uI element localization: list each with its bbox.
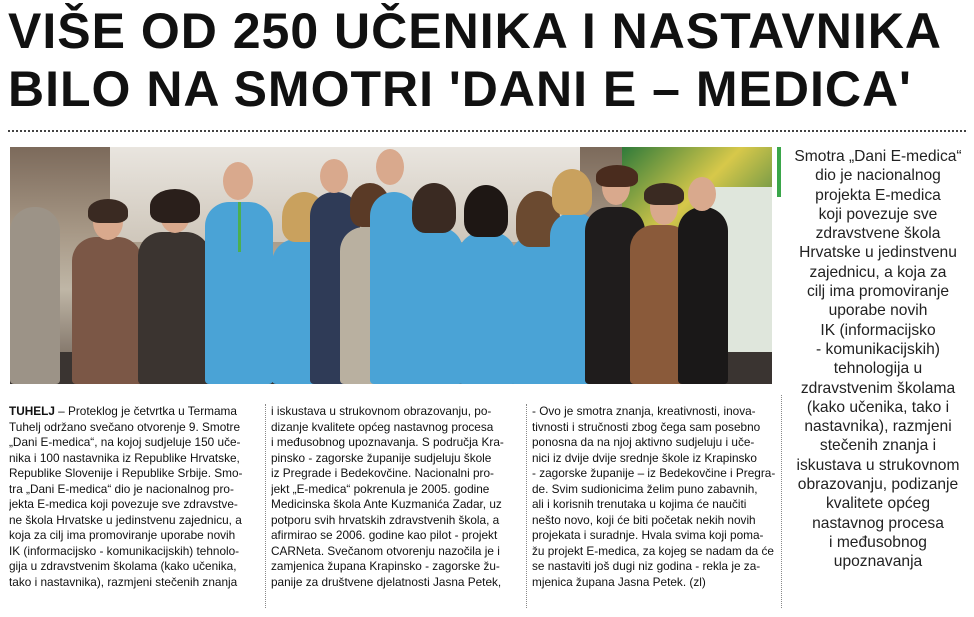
article-column-3	[532, 404, 784, 590]
pull-quote	[787, 147, 969, 612]
article-line: ponosna da na njoj aktivno sudjeluju i uče-	[532, 435, 755, 449]
article-column-1	[9, 404, 261, 590]
pull-quote-line: - komunikacijskih)	[816, 340, 940, 358]
pull-quote-line: zajednicu, a koja za	[809, 263, 947, 281]
pull-quote-line: IK (informacijsko	[820, 321, 936, 339]
article-line: i iskustava u strukovnom obrazovanju, po-	[271, 404, 492, 418]
photo-person	[10, 207, 60, 384]
pull-quote-line: iskustava u strukovnom	[796, 456, 960, 474]
sidebar-accent-bar	[777, 147, 781, 197]
photo-person-hair	[596, 165, 638, 187]
pull-quote-line: uporabe novih	[828, 302, 928, 320]
article-line: CARNeta. Svečanom otvorenju nazočila je i	[271, 543, 500, 558]
photo-person	[138, 232, 210, 384]
pull-quote-line: nastavnog procesa	[812, 514, 944, 532]
article-line: koja za cilj ima promoviranje uporabe novih	[9, 528, 236, 542]
photo-person-head	[320, 159, 348, 193]
photo-person-hair	[150, 189, 200, 223]
article-line: tra „Dani E-medica“ dio je nacionalnog pro-	[9, 481, 234, 496]
photo-person-head	[688, 177, 716, 211]
article-column-2	[271, 404, 523, 590]
article-line: gija u zdravstvenim školama (kako učenika,	[9, 559, 237, 573]
article-line: dizanje kvalitete općeg nastavnog procesa	[271, 419, 494, 434]
photo-person-hair	[552, 169, 592, 215]
article-line: IK (informacijsko - komunikacijskih) tehnolo-	[9, 543, 240, 558]
headline-divider	[8, 130, 966, 132]
pull-quote-line: cilj ima promoviranje	[806, 283, 950, 301]
photo-person-head	[223, 162, 253, 200]
pull-quote-line: zdravstvenim školama	[800, 379, 956, 397]
article-line: iz Pregrade i Bedekovčine. Nacionalni pro-	[271, 466, 494, 480]
article-line: Republike Slovenije i Republike Srbije. Smo-	[9, 466, 243, 480]
article-line: jekta E-medica koji povezuje sve zdravstve-	[9, 497, 238, 511]
article-line: potporu svih hrvatskih zdravstvenih škola, a	[271, 512, 500, 527]
photo-person	[72, 237, 142, 384]
pull-quote-line: stečenih znanja i	[819, 437, 937, 455]
article-line: se nastaviti još dugi niz godina - rekla je za-	[532, 559, 761, 573]
pull-quote-line: zdravstvene škola	[815, 225, 941, 243]
article-line: „Dani E-medica“, na kojoj sudjeluje 150 uče-	[9, 435, 241, 449]
article-line: tako i nastavnika), razmjeni stečenih znanja	[9, 574, 238, 589]
article-line: nici iz dvije dvije srednje škole iz Krapinsko	[532, 450, 757, 465]
pull-quote-line: Hrvatske u jedinstvenu	[799, 244, 957, 262]
article-line-text: – Proteklog je četvrtka u Termama	[54, 404, 237, 418]
pull-quote-line: kvalitete općeg	[825, 495, 931, 513]
article-line: ali i korisnih trenutaka u kojima će naučiti	[532, 497, 747, 511]
article-line	[9, 404, 261, 420]
pull-quote-line: dio je nacionalnog	[815, 167, 941, 185]
article-line: i međusobnog upoznavanja. S područja Kra-	[271, 435, 504, 449]
column-divider	[781, 395, 782, 608]
headline-line-1: VIŠE OD 250 UČENIKA I NASTAVNIKA	[8, 3, 943, 59]
column-divider	[526, 404, 527, 608]
pull-quote-line: obrazovanju, podizanje	[797, 476, 959, 494]
photo-person	[405, 227, 463, 384]
article-line: ne škola Hrvatske u jedinstvenu zajednicu, a	[9, 512, 242, 527]
article-line: afirmirao se 2006. godine kao pilot - projekt	[271, 528, 498, 542]
photo-lanyard	[238, 202, 241, 252]
article-line: Tuhelj održano svečano otvorenje 9. Smotre	[9, 419, 241, 434]
article-line: jekt „E-medica“ pokrenula je 2005. godine	[271, 481, 490, 496]
article-line: mjenica župana Jasna Petek. (zl)	[532, 574, 706, 589]
photo-person-hair	[464, 185, 508, 237]
article-line: pinsko - zagorske županije sudjeluju škole	[271, 450, 492, 465]
photo-person-head	[376, 149, 404, 185]
article-line: panije za društvene djelatnosti Jasna Petek,	[271, 574, 502, 589]
group-photo	[10, 147, 772, 384]
article-line: nika i 100 nastavnika iz Republike Hrvatske,	[9, 450, 240, 465]
pull-quote-line: projekta E-medica	[815, 186, 941, 204]
article-line: de. Svim sudionicima želim puno zabavnih,	[532, 481, 758, 496]
photo-person-hair	[412, 183, 456, 233]
article-line: - zagorske županije – iz Bedekovčine i Pregra-	[532, 466, 776, 480]
pull-quote-line: nastavnika), razmjeni	[804, 418, 952, 436]
pull-quote-line: (kako učenika, tako i	[806, 398, 950, 416]
photo-person	[678, 207, 728, 384]
article-line: Medicinska škola Ante Kuzmanića Zadar, uz	[271, 497, 502, 511]
article-line: zamjenica župana Krapinsko - zagorske žu-	[271, 559, 500, 573]
article-line: tivnosti i stručnosti zbog čega sam posebno	[532, 419, 761, 434]
article-line: žu projekt E-medica, za kojeg se nadam da će	[532, 543, 774, 558]
column-divider	[265, 404, 266, 608]
article-line: projekata i suradnje. Hvala svima koji poma-	[532, 528, 764, 542]
photo-person	[458, 232, 516, 384]
pull-quote-line: upoznavanja	[833, 553, 923, 571]
photo-person-hair	[88, 199, 128, 223]
headline	[8, 2, 968, 118]
pull-quote-line: tehnologija u	[833, 360, 923, 378]
headline-line-2: BILO NA SMOTRI 'DANI E – MEDICA'	[8, 61, 912, 117]
pull-quote-line: i međusobnog	[829, 533, 927, 551]
article-line: - Ovo je smotra znanja, kreativnosti, inova-	[532, 404, 756, 418]
pull-quote-line: Smotra „Dani E-medica“	[794, 148, 962, 165]
pull-quote-line: koji povezuje sve	[818, 205, 938, 223]
photo-person-hair	[644, 183, 684, 205]
dateline: TUHELJ	[9, 404, 55, 418]
article-line: nešto novo, koji će biti početak nekih novih	[532, 512, 756, 527]
